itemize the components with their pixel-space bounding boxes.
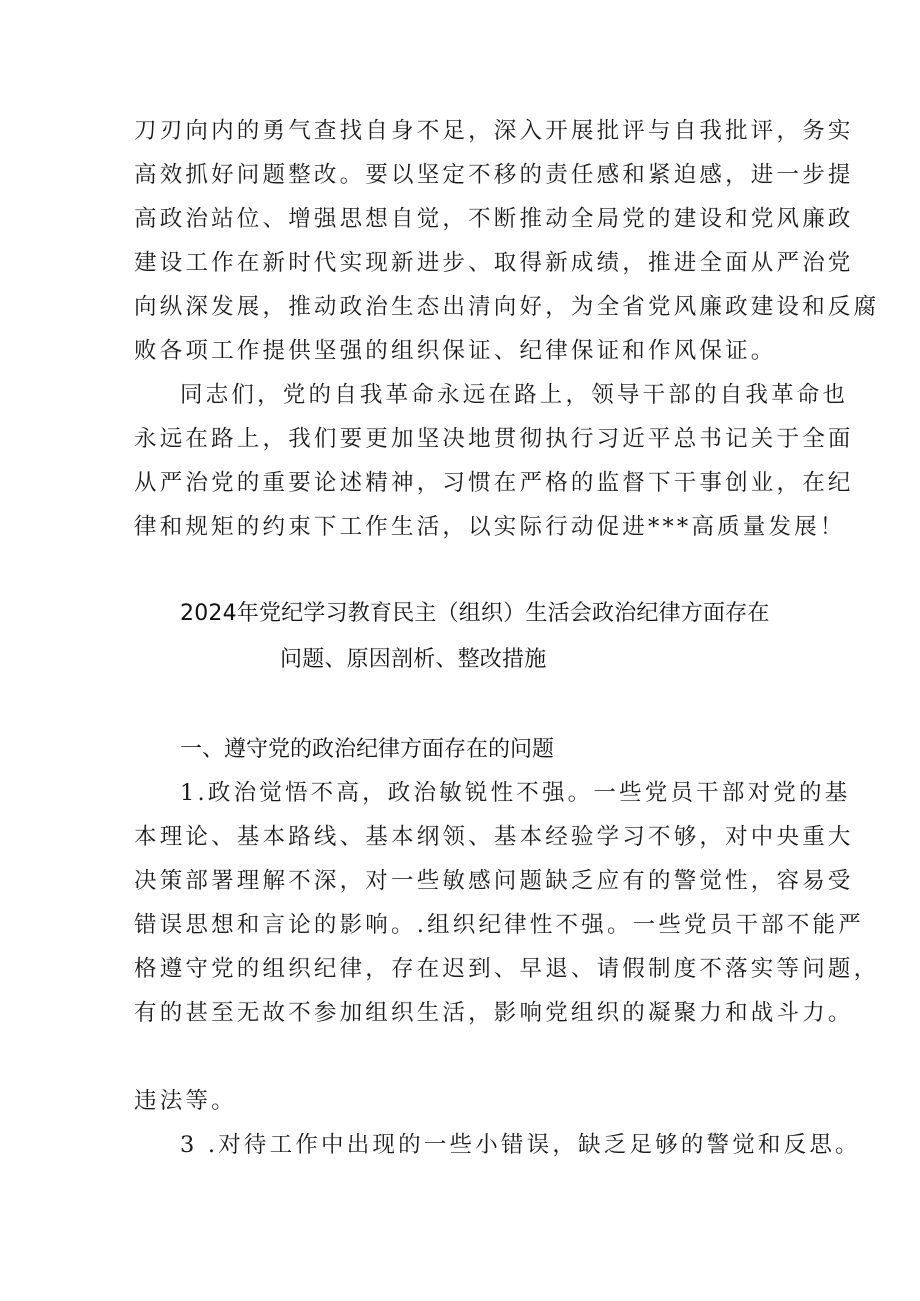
paragraph-line: 刀刃向内的勇气查找自身不足，深入开展批评与自我批评，务实 xyxy=(134,118,854,144)
paragraph-line: 本理论、基本路线、基本纲领、基本经验学习不够，对中央重大 xyxy=(134,824,854,850)
paragraph-line: 决策部署理解不深，对一些敏感问题缺乏应有的警觉性，容易受 xyxy=(134,868,854,894)
paragraph-line: 格遵守党的组织纪律，存在迟到、早退、请假制度不落实等问题， xyxy=(134,956,880,982)
paragraph-line: 高政治站位、增强思想自觉，不断推动全局党的建设和党风廉政 xyxy=(134,206,854,232)
section-heading: 一、遵守党的政治纪律方面存在的问题 xyxy=(180,737,555,762)
paragraph-line: 1.政治觉悟不高，政治敏锐性不强。一些党员干部对党的基 xyxy=(180,780,851,806)
paragraph-line: 同志们，党的自我革命永远在路上，领导干部的自我革命也 xyxy=(180,382,849,408)
paragraph-line: 有的甚至无故不参加组织生活，影响党组织的凝聚力和战斗力。 xyxy=(134,1000,854,1026)
paragraph-line: 永远在路上，我们要更加坚决地贯彻执行习近平总书记关于全面 xyxy=(134,426,854,452)
paragraph-line: 建设工作在新时代实现新进步、取得新成绩，推进全面从严治党 xyxy=(134,250,854,276)
section-item-3: 3 .对待工作中出现的一些小错误，缺乏足够的警觉和反思。 xyxy=(180,1132,861,1158)
paragraph-line: 律和规矩的约束下工作生活，以实际行动促进***高质量发展！ xyxy=(134,514,846,540)
paragraph-line: 从严治党的重要论述精神，习惯在严格的监督下干事创业，在纪 xyxy=(134,470,854,496)
document-title-line-1: 2024年党纪学习教育民主（组织）生活会政治纪律方面存在 xyxy=(180,601,770,626)
document-title-line-2: 问题、原因剖析、整改措施 xyxy=(280,647,547,672)
paragraph-line: 向纵深发展，推动政治生态出清向好，为全省党风廉政建设和反腐 xyxy=(134,294,880,320)
paragraph-line: 败各项工作提供坚强的组织保证、纪律保证和作风保证。 xyxy=(134,338,777,364)
paragraph-line: 错误思想和言论的影响。.组织纪律性不强。一些党员干部不能严 xyxy=(134,912,864,938)
text-fragment: 违法等。 xyxy=(134,1088,237,1114)
paragraph-line: 高效抓好问题整改。要以坚定不移的责任感和紧迫感，进一步提 xyxy=(134,162,854,188)
